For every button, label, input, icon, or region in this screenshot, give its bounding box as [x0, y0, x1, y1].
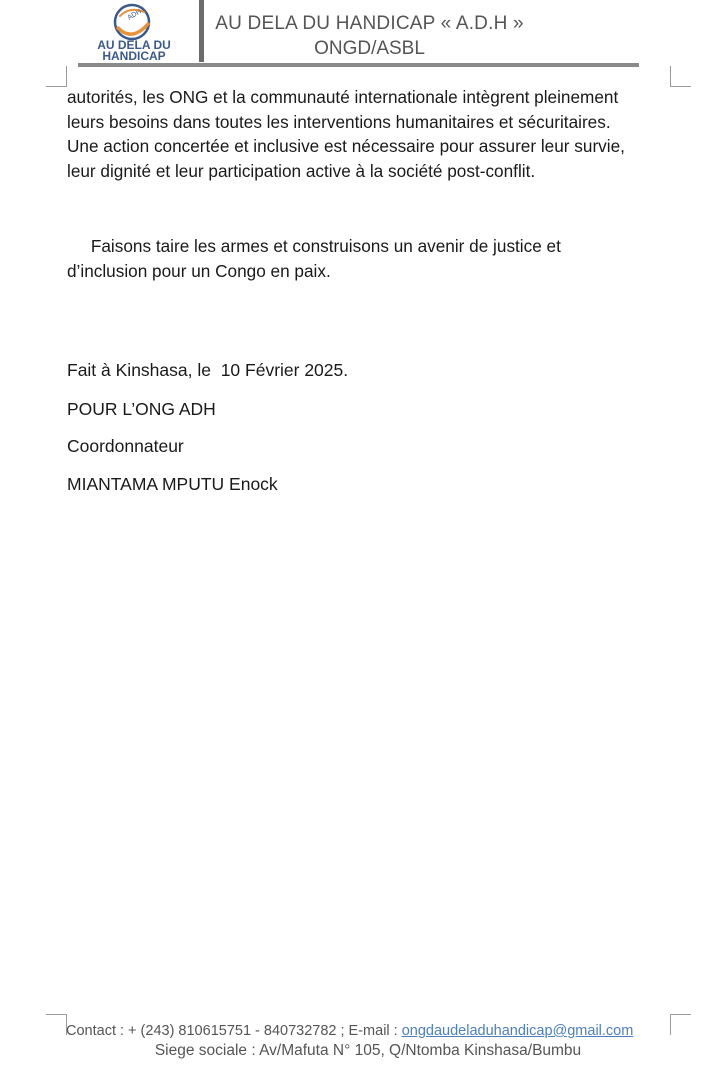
paragraph-line: autorités, les ONG et la communauté internationale intègrent pleinement [67, 87, 619, 107]
footer-address: Siege sociale : Av/Mafuta N° 105, Q/Ntomba Kinshasa/Bumbu [154, 1042, 582, 1059]
organization-name: AU DELA DU HANDICAP « A.D.H » [215, 13, 524, 34]
paragraph-needs [67, 85, 677, 183]
paragraph-line: Faisons taire les armes et construisons un avenir de justice et [67, 236, 561, 256]
paragraph-line: leur dignité et leur participation active à la société post-conflit. [67, 160, 536, 181]
paragraph-line: d’inclusion pour un Congo en paix. [67, 260, 331, 281]
paragraph-closing [67, 234, 677, 283]
letterhead [0, 0, 720, 72]
logo-caption-line2: HANDICAP [102, 49, 166, 63]
footer-contact [66, 1023, 633, 1039]
place-and-date: Fait à Kinshasa, le 10 Février 2025. [67, 360, 349, 380]
logo-caption-line1: AU DELA DU [97, 38, 171, 52]
signatory-role: Coordonnateur [67, 436, 184, 456]
organization-type: ONGD/ASBL [314, 38, 425, 59]
signature-org: POUR L’ONG ADH [67, 399, 216, 419]
footer-email-link[interactable]: ongdaudeladuhandicap@gmail.com [401, 1023, 634, 1039]
header-vertical-divider [199, 0, 204, 62]
crop-mark-top-left [46, 66, 67, 87]
paragraph-line: leurs besoins dans toutes les interventions humanitaires et sécuritaires. [67, 111, 611, 132]
organization-logo [84, 2, 184, 64]
signatory-name: MIANTAMA MPUTU Enock [67, 474, 278, 494]
logo-emblem-icon [84, 2, 184, 42]
header-rule [78, 63, 639, 67]
logo-badge-text: ADH [126, 8, 143, 22]
crop-mark-bottom-left [46, 1014, 67, 1035]
crop-mark-bottom-right [670, 1014, 691, 1035]
logo-caption [84, 40, 184, 62]
crop-mark-top-right [670, 66, 691, 87]
footer-contact-prefix: Contact : + (243) 810615751 - 840732782 ; E-mail : [66, 1023, 402, 1039]
paragraph-line: Une action concertée et inclusive est nécessaire pour assurer leur survie, [67, 136, 625, 157]
